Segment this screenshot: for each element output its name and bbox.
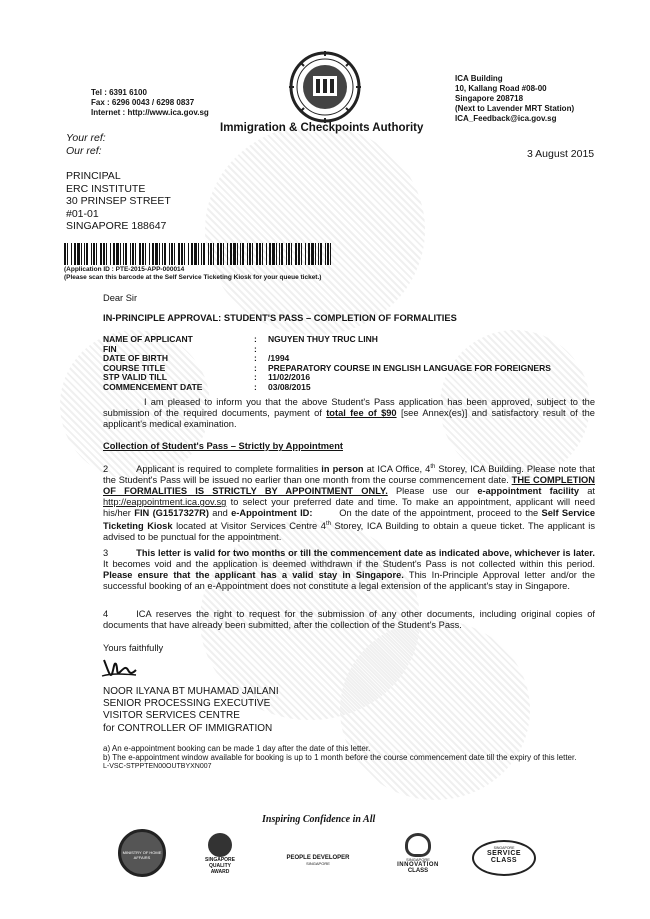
- logo-text: SINGAPORE: [204, 857, 235, 863]
- barcode-bar: [227, 243, 228, 265]
- logo-text: CLASS: [407, 868, 429, 874]
- barcode-bar: [77, 243, 80, 265]
- innovation-class-logo: [390, 833, 446, 874]
- people-developer-logo: [278, 855, 358, 866]
- barcode-bar: [311, 243, 314, 265]
- detail-sep: :: [254, 381, 257, 392]
- barcode-bar: [188, 243, 189, 265]
- barcode-bar: [213, 243, 214, 265]
- barcode-bar: [96, 243, 97, 265]
- detail-value: /1994: [268, 353, 290, 364]
- paragraph-number: 3: [103, 548, 109, 558]
- logo-text: SERVICE: [486, 850, 522, 857]
- para-bold: Please ensure that the applicant has a valid stay in Singapore.: [103, 570, 404, 580]
- paragraph-collection: [103, 462, 595, 543]
- detail-row: [103, 364, 551, 374]
- recipient-line: ERC INSTITUTE: [66, 182, 146, 195]
- barcode-bar: [103, 243, 105, 265]
- barcode-bar: [184, 243, 185, 265]
- barcode-bar: [86, 243, 88, 265]
- barcode-bar: [295, 243, 297, 265]
- barcode-bar: [327, 243, 329, 265]
- watermark-seal: [205, 125, 425, 335]
- logo-text: SINGAPORE: [306, 861, 330, 866]
- para-text: Please use our: [387, 486, 478, 497]
- para-text: at: [579, 486, 595, 497]
- logo-text: AWARD: [210, 869, 230, 875]
- award-emblem-icon: [208, 833, 232, 857]
- para-text: ICA reserves the right to request for the submission of any other documents, including original copies of documents that have already been submitted, after the collection of the Student's Pass.: [103, 609, 595, 630]
- detail-sep: :: [254, 343, 257, 354]
- eappointment-link[interactable]: http://eappointment.ica.gov.sg: [103, 497, 227, 508]
- barcode-bar: [320, 243, 322, 265]
- barcode-bar: [174, 243, 175, 265]
- barcode-bar: [178, 243, 180, 265]
- barcode-bar: [276, 243, 277, 265]
- barcode-bar: [194, 243, 197, 265]
- barcode-bar: [110, 243, 111, 265]
- barcode-bar: [272, 243, 275, 265]
- para-text: Applicant is required to complete formalities: [136, 464, 322, 475]
- tel-text: Tel : 6391 6100: [91, 88, 147, 97]
- para-text: Storey, ICA Building. Please note that the Student's Pass will be issued no earlier than one month from the course commencement date.: [103, 464, 596, 486]
- total-fee: total fee of $90: [326, 408, 397, 418]
- para-text: This In-Principle Approval letter and/or the successful booking of an e-Appointment does not constitute a legal extension of the applicant's stay in Singapore.: [103, 570, 596, 591]
- barcode-bar: [100, 243, 102, 265]
- signatory-for: for CONTROLLER OF IMMIGRATION: [103, 722, 273, 734]
- detail-label: NAME OF APPLICANT: [103, 334, 193, 344]
- barcode-bar: [256, 243, 258, 265]
- application-id: (Application ID : PTE-2015-APP-000014: [64, 266, 185, 273]
- barcode-bar: [139, 243, 141, 265]
- barcode-bar: [286, 243, 287, 265]
- paragraph-number: 2: [103, 464, 109, 475]
- logo-text: PEOPLE DEVELOPER: [286, 855, 350, 861]
- para-text: On the date of the appointment, proceed to the: [312, 508, 542, 519]
- superscript: th: [430, 464, 436, 470]
- barcode-bar: [203, 243, 205, 265]
- innovation-emblem-icon: [405, 833, 431, 857]
- barcode-bar: [130, 243, 131, 265]
- barcode-bar: [106, 243, 107, 265]
- watermark-seal: [340, 620, 530, 800]
- barcode-bar: [291, 243, 292, 265]
- signatory-title: SENIOR PROCESSING EXECUTIVE: [103, 698, 271, 710]
- para-text: Storey, ICA Building to obtain a queue ticket. The applicant is advised to be punctual for the appointment.: [103, 521, 595, 543]
- barcode-bar: [262, 243, 263, 265]
- barcode-bar: [247, 243, 248, 265]
- salutation: Dear Sir: [103, 293, 138, 303]
- email-link[interactable]: ICA_Feedback@ica.gov.sg: [455, 114, 557, 123]
- logo-text: CLASS: [490, 857, 518, 864]
- closing: Yours faithfully: [103, 643, 164, 653]
- your-ref: Your ref:: [66, 132, 106, 144]
- mha-logo: [118, 829, 166, 877]
- barcode-caption: [64, 266, 321, 281]
- barcode-bar: [233, 243, 236, 265]
- footnotes: [103, 744, 603, 771]
- reference-code: L-VSC-STPPTEN00OUTBYXN007: [103, 763, 212, 770]
- barcode-bar: [217, 243, 219, 265]
- barcode-bar: [210, 243, 212, 265]
- signatory-dept: VISITOR SERVICES CENTRE: [103, 710, 240, 722]
- quality-award-logo: [200, 833, 240, 885]
- detail-label: DATE OF BIRTH: [103, 353, 169, 364]
- recipient-line: #01-01: [66, 207, 99, 220]
- logo-text: INNOVATION: [397, 862, 439, 868]
- ica-crest-logo: [283, 50, 367, 124]
- detail-label: FIN: [103, 343, 117, 354]
- section-heading: Collection of Student's Pass – Strictly by Appointment: [103, 441, 343, 451]
- detail-row: [103, 383, 551, 393]
- logo-text: SINGAPORE: [493, 846, 515, 850]
- recipient-line: PRINCIPAL: [66, 170, 121, 182]
- logo-text: MINISTRY OF HOME AFFAIRS: [122, 850, 162, 860]
- barcode-bar: [249, 243, 251, 265]
- footnote-a: a) An e-appointment booking can be made 1 day after the date of this letter.: [103, 744, 371, 753]
- paragraph-validity: [103, 548, 595, 592]
- barcode-bar: [152, 243, 154, 265]
- address-note: (Next to Lavender MRT Station): [455, 104, 575, 113]
- applicant-details: [103, 335, 551, 393]
- barcode-bar: [64, 243, 66, 265]
- barcode-bar: [288, 243, 290, 265]
- barcode-bar: [142, 243, 144, 265]
- authority-name: Immigration & Checkpoints Authority: [220, 122, 424, 134]
- letter-date: 3 August 2015: [527, 148, 595, 160]
- barcode-bar: [242, 243, 244, 265]
- barcode-bar: [67, 243, 68, 265]
- detail-label: COURSE TITLE: [103, 362, 166, 373]
- detail-value: 03/08/2015: [268, 381, 311, 392]
- barcode: [64, 243, 336, 265]
- barcode-bar: [230, 243, 232, 265]
- barcode-bar: [325, 243, 326, 265]
- para-text: at ICA Office, 4: [363, 464, 431, 475]
- contact-block: [91, 88, 209, 118]
- barcode-bar: [171, 243, 173, 265]
- detail-value: NGUYEN THUY TRUC LINH: [268, 334, 378, 344]
- address-building: ICA Building: [455, 74, 503, 83]
- barcode-bar: [123, 243, 124, 265]
- barcode-bar: [220, 243, 222, 265]
- para-text: It becomes void and the application is deemed withdrawn if the Student's Pass is not collected within this period.: [103, 559, 595, 569]
- barcode-bar: [164, 243, 166, 265]
- barcode-bar: [315, 243, 316, 265]
- recipient-address: [66, 170, 171, 233]
- barcode-bar: [91, 243, 92, 265]
- our-ref: Our ref:: [66, 145, 102, 157]
- signatory-name: NOOR ILYANA BT MUHAMAD JAILANI: [103, 686, 279, 697]
- para-text: to select your preferred date and time. To make an appointment, applicant will need his/her: [103, 497, 595, 519]
- para-bold: This letter is valid for two months or till the commencement date as indicated above, whichever is later.: [136, 548, 595, 558]
- paragraph-approval: [103, 397, 595, 430]
- detail-sep: :: [254, 334, 257, 344]
- barcode-bar: [266, 243, 267, 265]
- detail-row: [103, 335, 551, 345]
- detail-value: 11/02/2016: [268, 372, 311, 383]
- barcode-bar: [252, 243, 253, 265]
- address-street: 10, Kallang Road #08-00: [455, 84, 547, 93]
- barcode-bar: [301, 243, 302, 265]
- para-bold: in person: [321, 464, 364, 475]
- barcode-bar: [330, 243, 331, 265]
- barcode-bar: [132, 243, 134, 265]
- barcode-bar: [169, 243, 170, 265]
- detail-sep: :: [254, 353, 257, 364]
- barcode-bar: [298, 243, 300, 265]
- barcode-bar: [113, 243, 115, 265]
- barcode-bar: [318, 243, 319, 265]
- barcode-bar: [259, 243, 261, 265]
- barcode-bar: [135, 243, 136, 265]
- footnote-b: b) The e-appointment window available for booking is up to 1 month before the course commencement date till the expiry of this letter.: [103, 753, 577, 762]
- barcode-bar: [240, 243, 241, 265]
- barcode-bar: [279, 243, 280, 265]
- detail-label: STP VALID TILL: [103, 372, 167, 383]
- logo-text: QUALITY: [209, 863, 231, 869]
- address-block: [455, 74, 574, 124]
- para-text: and: [208, 508, 232, 519]
- barcode-bar: [181, 243, 183, 265]
- detail-sep: :: [254, 362, 257, 373]
- barcode-bar: [116, 243, 119, 265]
- recipient-line: SINGAPORE 188647: [66, 220, 167, 232]
- detail-row: [103, 345, 551, 355]
- barcode-bar: [198, 243, 199, 265]
- barcode-bar: [281, 243, 283, 265]
- detail-label: COMMENCEMENT DATE: [103, 381, 203, 392]
- para-bold: e-appointment facility: [477, 486, 580, 497]
- barcode-bar: [191, 243, 193, 265]
- fax-text: Fax : 6296 0043 / 6298 0837: [91, 98, 195, 107]
- para-bold: THE COMPLETION OF FORMALITIES IS STRICTLY BY APPOINTMENT ONLY.: [103, 475, 595, 497]
- barcode-bar: [269, 243, 271, 265]
- subject-heading: IN-PRINCIPLE APPROVAL: STUDENT'S PASS – COMPLETION OF FORMALITIES: [103, 313, 457, 323]
- address-city: Singapore 208718: [455, 94, 524, 103]
- barcode-bar: [74, 243, 76, 265]
- recipient-line: 30 PRINSEP STREET: [66, 195, 171, 207]
- tagline: Inspiring Confidence in All: [262, 814, 376, 825]
- superscript: th: [325, 521, 331, 528]
- barcode-bar: [120, 243, 121, 265]
- detail-value: PREPARATORY COURSE IN ENGLISH LANGUAGE FOR FOREIGNERS: [268, 362, 551, 373]
- website-link[interactable]: Internet : http://www.ica.gov.sg: [91, 108, 209, 117]
- barcode-bar: [84, 243, 85, 265]
- barcode-bar: [305, 243, 306, 265]
- barcode-bar: [223, 243, 224, 265]
- para-bold: FIN (G1517327R): [134, 508, 209, 519]
- service-class-logo: [472, 840, 536, 876]
- barcode-bar: [145, 243, 146, 265]
- barcode-bar: [208, 243, 209, 265]
- para-bold: e-Appointment ID:: [231, 508, 313, 519]
- signatory-block: [103, 686, 279, 735]
- barcode-bar: [159, 243, 160, 265]
- barcode-bar: [237, 243, 238, 265]
- para-bold: Self Service Ticketing Kiosk: [103, 508, 595, 532]
- paragraph-number: 4: [103, 609, 109, 619]
- barcode-bar: [81, 243, 82, 265]
- barcode-bar: [125, 243, 127, 265]
- barcode-bar: [71, 243, 72, 265]
- logo-text: SINGAPORE: [406, 857, 430, 862]
- para-text: I am pleased to inform you that the above Student's Pass application has been approved, subject to the submission of the required documents, payment of: [103, 397, 595, 418]
- barcode-bar: [155, 243, 158, 265]
- para-text: [see Annex(es)] and satisfactory result of the applicant's medical examination.: [103, 408, 595, 429]
- para-text: located at Visitor Services Centre 4: [172, 521, 326, 532]
- barcode-bar: [93, 243, 95, 265]
- detail-sep: :: [254, 372, 257, 383]
- barcode-bar: [162, 243, 163, 265]
- signature: [100, 656, 140, 682]
- barcode-bar: [308, 243, 310, 265]
- barcode-bar: [149, 243, 150, 265]
- barcode-instruction: (Please scan this barcode at the Self Service Ticketing Kiosk for your queue ticket.): [64, 273, 322, 281]
- barcode-bar: [201, 243, 202, 265]
- paragraph-documents: [103, 609, 595, 631]
